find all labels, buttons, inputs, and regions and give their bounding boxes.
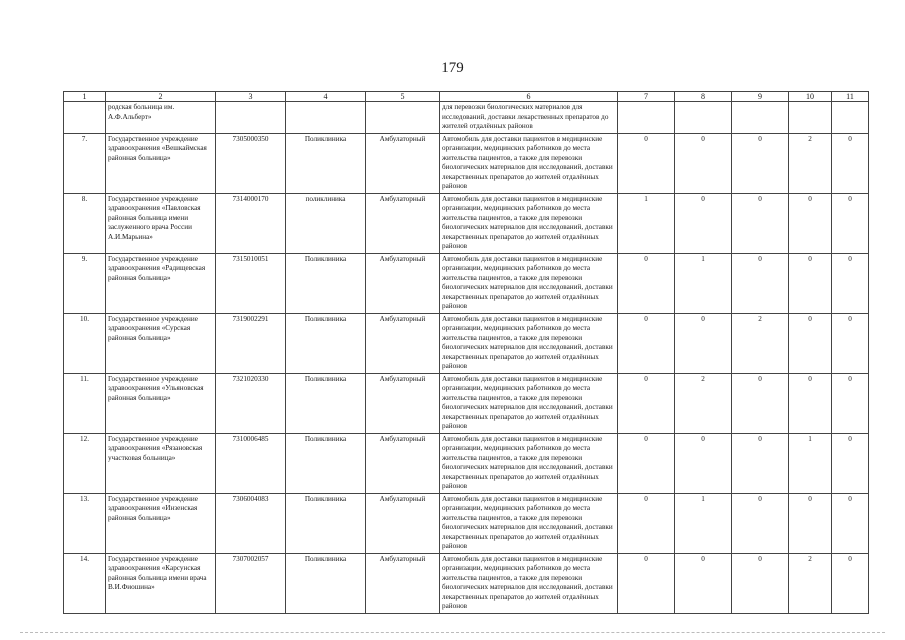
value-cell xyxy=(832,102,869,134)
value-cell: 2 xyxy=(789,133,832,193)
care-kind: Амбулаторный xyxy=(366,373,440,433)
institution-code: 7310006485 xyxy=(216,433,286,493)
value-cell: 2 xyxy=(789,553,832,613)
column-header: 8 xyxy=(675,92,732,102)
institution-code: 7314000170 xyxy=(216,193,286,253)
value-cell: 1 xyxy=(618,193,675,253)
value-cell xyxy=(675,102,732,134)
value-cell: 0 xyxy=(789,193,832,253)
column-header: 6 xyxy=(440,92,618,102)
value-cell: 2 xyxy=(675,373,732,433)
vehicles-table xyxy=(63,91,869,614)
unit-type: Поликлиника xyxy=(286,553,366,613)
vehicle-description: для перевозки биологических материалов для исследований, доставки лекарственных препаратов до жителей отдалённых районов xyxy=(440,102,618,134)
column-header: 10 xyxy=(789,92,832,102)
table-row xyxy=(64,313,869,373)
unit-type: Поликлиника xyxy=(286,493,366,553)
value-cell xyxy=(732,102,789,134)
value-cell: 0 xyxy=(832,373,869,433)
institution-name: Государственное учреждение здравоохранения «Вешкаймская районная больница» xyxy=(106,133,216,193)
value-cell: 0 xyxy=(732,133,789,193)
value-cell: 0 xyxy=(832,313,869,373)
care-kind: Амбулаторный xyxy=(366,193,440,253)
value-cell: 0 xyxy=(789,493,832,553)
care-kind xyxy=(366,102,440,134)
institution-code: 7315010051 xyxy=(216,253,286,313)
row-number: 10. xyxy=(64,313,106,373)
care-kind: Амбулаторный xyxy=(366,493,440,553)
value-cell xyxy=(789,102,832,134)
column-header: 9 xyxy=(732,92,789,102)
value-cell: 0 xyxy=(618,493,675,553)
table-row xyxy=(64,373,869,433)
value-cell: 0 xyxy=(618,253,675,313)
value-cell: 2 xyxy=(732,313,789,373)
row-number: 11. xyxy=(64,373,106,433)
vehicle-description: Автомобиль для доставки пациентов в медицинские организации, медицинских работников до места жительства пациентов, а также для перевозки биологических материалов для исследований, доставки лекарственных препаратов до жителей отдалённых районов xyxy=(440,313,618,373)
value-cell: 0 xyxy=(789,253,832,313)
unit-type: Поликлиника xyxy=(286,433,366,493)
vehicle-description: Автомобиль для доставки пациентов в медицинские организации, медицинских работников до места жительства пациентов, а также для перевозки биологических материалов для исследований, доставки лекарственных препаратов до жителей отдалённых районов xyxy=(440,253,618,313)
column-header: 5 xyxy=(366,92,440,102)
vehicle-description: Автомобиль для доставки пациентов в медицинские организации, медицинских работников до места жительства пациентов, а также для перевозки биологических материалов для исследований, доставки лекарственных препаратов до жителей отдалённых районов xyxy=(440,493,618,553)
institution-name: Государственное учреждение здравоохранения «Ульяновская районная больница» xyxy=(106,373,216,433)
table-row xyxy=(64,433,869,493)
value-cell xyxy=(618,102,675,134)
value-cell: 1 xyxy=(675,253,732,313)
unit-type: Поликлиника xyxy=(286,253,366,313)
scan-edge-line xyxy=(20,632,885,633)
institution-code: 7306004083 xyxy=(216,493,286,553)
value-cell: 0 xyxy=(789,313,832,373)
institution-name: Государственное учреждение здравоохранения «Карсунская районная больница имени врача В.И.Фиошина» xyxy=(106,553,216,613)
column-header: 2 xyxy=(106,92,216,102)
care-kind: Амбулаторный xyxy=(366,133,440,193)
table-row xyxy=(64,193,869,253)
value-cell: 0 xyxy=(675,553,732,613)
institution-name: Государственное учреждение здравоохранения «Радищевская районная больница» xyxy=(106,253,216,313)
value-cell: 1 xyxy=(789,433,832,493)
value-cell: 0 xyxy=(675,313,732,373)
institution-name: Государственное учреждение здравоохранения «Рязановская участковая больница» xyxy=(106,433,216,493)
value-cell: 0 xyxy=(618,133,675,193)
table-row-continued xyxy=(64,102,869,134)
row-number: 7. xyxy=(64,133,106,193)
care-kind: Амбулаторный xyxy=(366,253,440,313)
unit-type: Поликлиника xyxy=(286,373,366,433)
column-header: 11 xyxy=(832,92,869,102)
value-cell: 0 xyxy=(832,193,869,253)
unit-type: Поликлиника xyxy=(286,313,366,373)
vehicle-description: Автомобиль для доставки пациентов в медицинские организации, медицинских работников до места жительства пациентов, а также для перевозки биологических материалов для исследований, доставки лекарственных препаратов до жителей отдалённых районов xyxy=(440,553,618,613)
care-kind: Амбулаторный xyxy=(366,313,440,373)
value-cell: 0 xyxy=(618,433,675,493)
row-number: 9. xyxy=(64,253,106,313)
table-row xyxy=(64,553,869,613)
value-cell: 0 xyxy=(732,253,789,313)
value-cell: 0 xyxy=(832,553,869,613)
vehicle-description: Автомобиль для доставки пациентов в медицинские организации, медицинских работников до места жительства пациентов, а также для перевозки биологических материалов для исследований, доставки лекарственных препаратов до жителей отдалённых районов xyxy=(440,433,618,493)
value-cell: 0 xyxy=(675,433,732,493)
vehicle-description: Автомобиль для доставки пациентов в медицинские организации, медицинских работников до места жительства пациентов, а также для перевозки биологических материалов для исследований, доставки лекарственных препаратов до жителей отдалённых районов xyxy=(440,373,618,433)
value-cell: 0 xyxy=(732,373,789,433)
institution-name: Государственное учреждение здравоохранения «Сурская районная больница» xyxy=(106,313,216,373)
column-number-row xyxy=(64,92,869,102)
value-cell: 0 xyxy=(832,433,869,493)
value-cell: 0 xyxy=(832,133,869,193)
column-header: 1 xyxy=(64,92,106,102)
vehicle-description: Автомобиль для доставки пациентов в медицинские организации, медицинских работников до места жительства пациентов, а также для перевозки биологических материалов для исследований, доставки лекарственных препаратов до жителей отдалённых районов xyxy=(440,193,618,253)
institution-code: 7307002057 xyxy=(216,553,286,613)
institution-name: Государственное учреждение здравоохранения «Инзенская районная больница» xyxy=(106,493,216,553)
value-cell: 0 xyxy=(832,253,869,313)
column-header: 3 xyxy=(216,92,286,102)
care-kind: Амбулаторный xyxy=(366,553,440,613)
value-cell: 0 xyxy=(732,493,789,553)
institution-code: 7319002291 xyxy=(216,313,286,373)
value-cell: 0 xyxy=(832,493,869,553)
unit-type xyxy=(286,102,366,134)
value-cell: 0 xyxy=(732,433,789,493)
institution-name: родская больница им. А.Ф.Альберт» xyxy=(106,102,216,134)
column-header: 4 xyxy=(286,92,366,102)
value-cell: 0 xyxy=(732,193,789,253)
table-row xyxy=(64,133,869,193)
row-number: 14. xyxy=(64,553,106,613)
table-row xyxy=(64,253,869,313)
table-row xyxy=(64,493,869,553)
row-number xyxy=(64,102,106,134)
value-cell: 0 xyxy=(618,373,675,433)
value-cell: 0 xyxy=(789,373,832,433)
value-cell: 0 xyxy=(618,313,675,373)
value-cell: 0 xyxy=(618,553,675,613)
unit-type: поликлиника xyxy=(286,193,366,253)
row-number: 12. xyxy=(64,433,106,493)
institution-code: 7321020330 xyxy=(216,373,286,433)
page-number: 179 xyxy=(441,60,464,76)
care-kind: Амбулаторный xyxy=(366,433,440,493)
value-cell: 0 xyxy=(732,553,789,613)
value-cell: 0 xyxy=(675,133,732,193)
institution-code: 7305000350 xyxy=(216,133,286,193)
row-number: 8. xyxy=(64,193,106,253)
row-number: 13. xyxy=(64,493,106,553)
institution-name: Государственное учреждение здравоохранения «Павловская районная больница имени заслуженного врача России А.И.Марьина» xyxy=(106,193,216,253)
institution-code xyxy=(216,102,286,134)
vehicle-description: Автомобиль для доставки пациентов в медицинские организации, медицинских работников до места жительства пациентов, а также для перевозки биологических материалов для исследований, доставки лекарственных препаратов до жителей отдалённых районов xyxy=(440,133,618,193)
column-header: 7 xyxy=(618,92,675,102)
value-cell: 0 xyxy=(675,193,732,253)
value-cell: 1 xyxy=(675,493,732,553)
unit-type: Поликлиника xyxy=(286,133,366,193)
